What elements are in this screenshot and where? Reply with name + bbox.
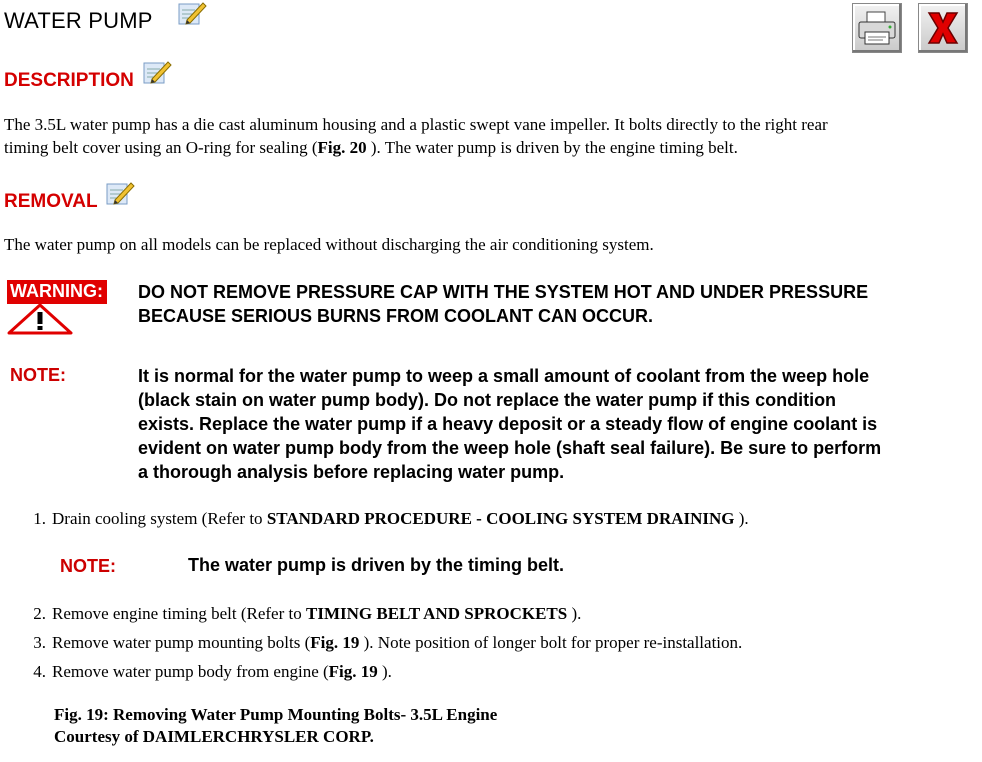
description-line-2: timing belt cover using an O-ring for sealing (Fig. 20 ). The water pump is driven by the engine timing belt. bbox=[4, 138, 738, 157]
fig-20-link[interactable]: Fig. 20 bbox=[317, 138, 367, 157]
warning-line: DO NOT REMOVE PRESSURE CAP WITH THE SYSTEM HOT AND UNDER PRESSURE bbox=[138, 282, 869, 302]
note-line: exists. Replace the water pump if a heavy deposit or a steady flow of engine coolant is bbox=[138, 414, 878, 434]
note-line: a thorough analysis before replacing water pump. bbox=[138, 462, 565, 482]
warning-line: BECAUSE SERIOUS BURNS FROM COOLANT CAN OCCUR. bbox=[138, 306, 654, 326]
page-title: WATER PUMP bbox=[4, 8, 153, 33]
printer-icon bbox=[853, 4, 901, 52]
step-number: 1. bbox=[33, 509, 46, 528]
step-note-text: The water pump is driven by the timing belt. bbox=[188, 555, 565, 575]
description-text bbox=[4, 113, 979, 159]
removal-intro: The water pump on all models can be replaced without discharging the air conditioning system. bbox=[4, 235, 654, 254]
figure-caption: Fig. 19: Removing Water Pump Mounting Bolts- 3.5L Engine bbox=[54, 705, 498, 724]
note-line: It is normal for the water pump to weep a small amount of coolant from the weep hole bbox=[138, 366, 870, 386]
step-number: 4. bbox=[33, 662, 46, 681]
step-item: 1. Drain cooling system (Refer to STANDARD PROCEDURE - COOLING SYSTEM DRAINING ). bbox=[24, 507, 974, 530]
edit-note-icon[interactable] bbox=[105, 180, 135, 206]
warning-triangle-icon bbox=[7, 303, 73, 335]
step-item: 4. Remove water pump body from engine (Fig. 19 ). bbox=[24, 660, 974, 683]
note-line: (black stain on water pump body). Do not replace the water pump if this condition bbox=[138, 390, 837, 410]
timing-belt-link[interactable]: TIMING BELT AND SPROCKETS bbox=[306, 604, 568, 623]
figure-courtesy: Courtesy of DAIMLERCHRYSLER CORP. bbox=[54, 727, 374, 746]
print-button[interactable] bbox=[852, 3, 902, 53]
close-button[interactable] bbox=[918, 3, 968, 53]
step-note-label: NOTE: bbox=[60, 556, 116, 576]
step-number: 3. bbox=[33, 633, 46, 652]
note-label: NOTE: bbox=[10, 365, 66, 385]
edit-note-icon[interactable] bbox=[177, 0, 207, 26]
edit-note-icon[interactable] bbox=[142, 59, 172, 85]
cooling-draining-link[interactable]: STANDARD PROCEDURE - COOLING SYSTEM DRAINING bbox=[266, 509, 735, 528]
note-line: evident on water pump body from the weep hole (shaft seal failure). Be sure to perform bbox=[138, 438, 882, 458]
fig-19-link[interactable]: Fig. 19 bbox=[310, 633, 360, 652]
step-item: 2. Remove engine timing belt (Refer to TIMING BELT AND SPROCKETS ). bbox=[24, 602, 974, 625]
removal-heading: REMOVAL bbox=[4, 191, 98, 212]
note-text bbox=[138, 364, 978, 484]
fig-19-link[interactable]: Fig. 19 bbox=[328, 662, 378, 681]
description-line-1: The 3.5L water pump has a die cast aluminum housing and a plastic swept vane impeller. It bolts directly to the right rear bbox=[4, 115, 828, 134]
close-x-icon bbox=[919, 4, 967, 52]
warning-text bbox=[138, 280, 978, 328]
description-heading: DESCRIPTION bbox=[4, 70, 134, 91]
figure-caption-block bbox=[54, 704, 497, 748]
warning-label: WARNING: bbox=[7, 280, 107, 304]
step-number: 2. bbox=[33, 604, 46, 623]
step-item: 3. Remove water pump mounting bolts (Fig. 19 ). Note position of longer bolt for proper re-installation. bbox=[24, 631, 974, 654]
